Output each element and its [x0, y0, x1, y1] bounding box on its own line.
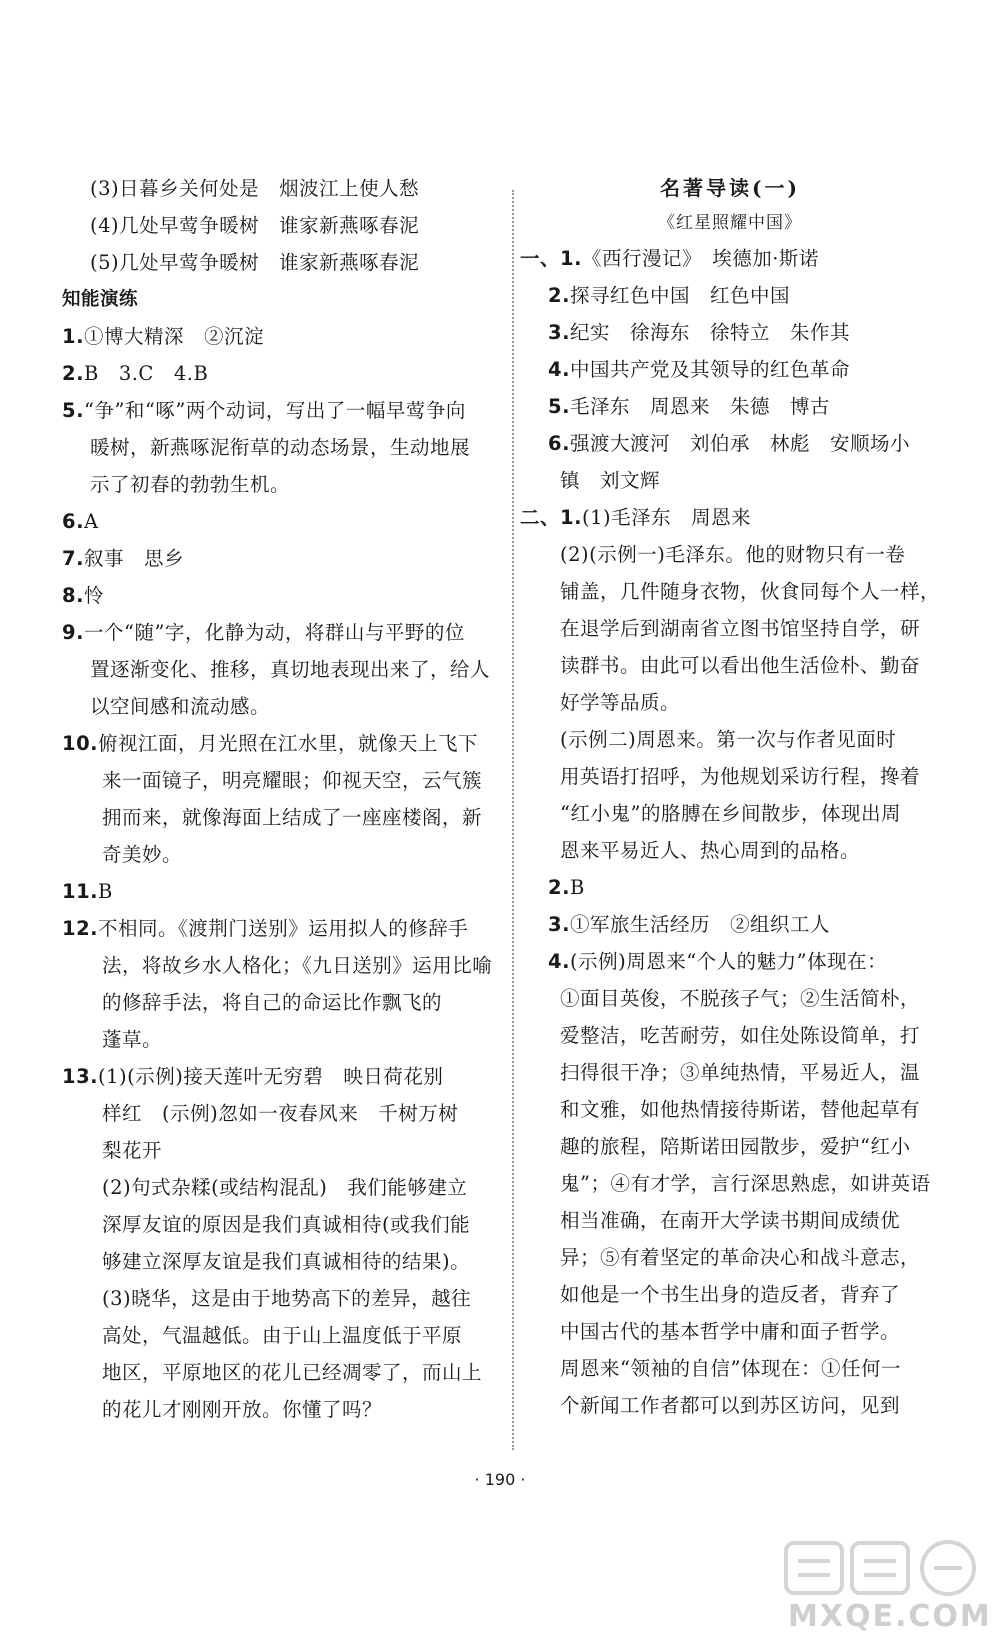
text-line: [62, 1317, 492, 1354]
line-text: 怜: [83, 584, 104, 607]
line-text: (示例二)周恩来。第一次与作者见面时: [560, 728, 897, 751]
text-line: [520, 277, 940, 314]
text-line: [62, 1021, 492, 1058]
text-line: [62, 540, 492, 577]
column-divider: [512, 190, 514, 1450]
line-text: 读群书。由此可以看出他生活俭朴、勤奋: [560, 654, 921, 677]
line-text: 高处，气温越低。由于山上温度低于平原: [102, 1324, 463, 1347]
line-text: 镇 刘文辉: [560, 469, 661, 492]
line-text: 的花儿才刚刚开放。你懂了吗？: [102, 1398, 383, 1421]
text-line: [520, 425, 940, 462]
line-text: 俯视江面，月光照在江水里，就像天上飞下: [98, 732, 479, 755]
line-text: 暖树，新燕啄泥衔草的动态场景，生动地展: [90, 436, 471, 459]
line-text: 《红星照耀中国》: [658, 213, 802, 233]
line-text: (4)几处早莺争暖树 谁家新燕啄春泥: [90, 214, 420, 237]
text-line: [520, 1054, 940, 1091]
line-text: 够建立深厚友谊是我们真诚相待的结果)。: [102, 1250, 471, 1273]
text-line: [62, 429, 492, 466]
line-text: (5)几处早莺争暖树 谁家新燕啄春泥: [90, 251, 420, 274]
text-line: [520, 647, 940, 684]
text-line: [62, 170, 492, 207]
text-line: [62, 947, 492, 984]
text-line: [62, 688, 492, 725]
text-line: [520, 943, 940, 980]
line-text: 示了初春的勃勃生机。: [90, 473, 291, 496]
text-line: [62, 1058, 492, 1095]
line-text: (2)(示例一)毛泽东。他的财物只有一卷: [560, 543, 906, 566]
item-number: 5.: [548, 395, 570, 418]
text-line: [520, 684, 940, 721]
line-text: (2)句式杂糅(或结构混乱) 我们能够建立: [102, 1176, 468, 1199]
item-number: 10.: [62, 732, 99, 755]
line-text: 铺盖，几件随身衣物，伙食同每个人一样，: [560, 580, 941, 603]
item-number: 12.: [62, 917, 99, 940]
text-line: [520, 1276, 940, 1313]
text-line: [62, 762, 492, 799]
text-line: [520, 1239, 940, 1276]
line-text: 名著导读(一): [660, 176, 800, 200]
item-number: 2.: [62, 362, 84, 385]
text-line: [62, 1095, 492, 1132]
line-text: 以空间感和流动感。: [90, 695, 271, 718]
line-text: (1)毛泽东 周恩来: [581, 506, 752, 529]
line-text: 置逐渐变化、推移，真切地表现出来了，给人: [90, 658, 491, 681]
line-text: 和文雅，如他热情接待斯诺，替他起草有: [560, 1098, 921, 1121]
text-line: [520, 795, 940, 832]
line-text: (1)(示例)接天莲叶无穷碧 映日荷花别: [98, 1065, 444, 1088]
text-line: [520, 351, 940, 388]
line-text: 地区，平原地区的花儿已经凋零了，而山上: [102, 1361, 483, 1384]
watermark: [782, 1537, 992, 1637]
line-text: 个新闻工作者都可以到苏区访问，见到: [560, 1394, 901, 1417]
line-text: 扫得很干净；③单纯热情，平易近人，温: [560, 1061, 921, 1084]
item-number: 3.: [548, 913, 570, 936]
line-text: ①博大精深 ②沉淀: [83, 325, 264, 348]
text-line: [520, 721, 940, 758]
line-text: 趣的旅程，陪斯诺田园散步，爱护“红小: [560, 1135, 911, 1158]
item-number: 2.: [548, 284, 570, 307]
line-text: 爱整洁，吃苦耐劳，如住处陈设简单，打: [560, 1024, 921, 1047]
line-text: (3)晓华，这是由于地势高下的差异，越往: [102, 1287, 472, 1310]
text-line: [520, 869, 940, 906]
line-text: 中国共产党及其领导的红色革命: [569, 358, 850, 381]
watermark-domain: MXQE.COM: [788, 1599, 992, 1634]
line-text: 周恩来“领袖的自信”体现在：①任何一: [560, 1357, 901, 1380]
text-line: [62, 614, 492, 651]
line-text: (3)日暮乡关何处是 烟波江上使人愁: [90, 177, 420, 200]
line-text: 奇美妙。: [102, 843, 183, 866]
watermark-logo-icon: [782, 1537, 982, 1599]
item-number: 1.: [62, 325, 84, 348]
line-text: 相当准确，在南开大学读书期间成绩优: [560, 1209, 901, 1232]
line-text: 鬼”；④有才学，言行深思熟虑，如讲英语: [560, 1172, 931, 1195]
text-line: [520, 314, 940, 351]
text-line: [62, 207, 492, 244]
text-line: [520, 1350, 940, 1387]
item-number: 4.: [548, 358, 570, 381]
item-number: 2.: [548, 876, 570, 899]
line-text: 一个“随”字，化静为动，将群山与平野的位: [83, 621, 465, 644]
text-line: [520, 1387, 940, 1424]
section-subtitle: [520, 206, 940, 240]
line-text: 探寻红色中国 红色中国: [569, 284, 790, 307]
line-text: 恩来平易近人、热心周到的品格。: [560, 839, 861, 862]
text-line: [520, 1017, 940, 1054]
section-heading: [62, 281, 492, 318]
text-line: [520, 462, 940, 499]
text-line: [62, 799, 492, 836]
line-text: B 3.C 4.B: [83, 362, 209, 385]
line-text: 梨花开: [102, 1139, 163, 1162]
line-text: 样红 (示例)忽如一夜春风来 千树万树: [102, 1102, 459, 1125]
item-number: 9.: [62, 621, 84, 644]
line-text: 用英语打招呼，为他规划采访行程，搀着: [560, 765, 921, 788]
text-line: [62, 1206, 492, 1243]
line-text: B: [98, 880, 113, 903]
text-line: [520, 1165, 940, 1202]
item-number: 11.: [62, 880, 99, 903]
line-text: ①面目英俊，不脱孩子气；②生活简朴，: [560, 987, 921, 1010]
line-text: A: [83, 510, 99, 533]
text-line: [62, 910, 492, 947]
line-text: 深厚友谊的原因是我们真诚相待(或我们能: [102, 1213, 471, 1236]
text-line: [62, 1280, 492, 1317]
text-line: [62, 1132, 492, 1169]
text-line: [520, 1313, 940, 1350]
line-text: 如他是一个书生出身的造反者，背弃了: [560, 1283, 901, 1306]
line-text: 法，将故乡水人格化；《九日送别》运用比喻: [102, 954, 493, 977]
text-line: [62, 355, 492, 392]
line-text: 知能演练: [62, 289, 139, 310]
line-text: 中国古代的基本哲学中庸和面子哲学。: [560, 1320, 901, 1343]
item-number: 一、1.: [520, 247, 582, 270]
text-line: [62, 577, 492, 614]
text-line: [62, 1169, 492, 1206]
text-line: [62, 725, 492, 762]
item-number: 7.: [62, 547, 84, 570]
line-text: 来一面镜子，明亮耀眼；仰视天空，云气簇: [102, 769, 483, 792]
line-text: 好学等品质。: [560, 691, 681, 714]
text-line: [62, 466, 492, 503]
text-line: [62, 392, 492, 429]
text-line: [520, 1128, 940, 1165]
text-line: [62, 318, 492, 355]
text-line: [520, 832, 940, 869]
line-text: B: [569, 876, 585, 899]
section-title: [520, 170, 940, 206]
line-text: 的修辞手法，将自己的命运比作飘飞的: [102, 991, 443, 1014]
line-text: 不相同。《渡荆门送别》运用拟人的修辞手: [98, 917, 469, 940]
line-text: 《西行漫记》 埃德加·斯诺: [581, 247, 819, 270]
line-text: 纪实 徐海东 徐特立 朱作其: [569, 321, 850, 344]
item-number: 8.: [62, 584, 84, 607]
line-text: 蓬草。: [102, 1028, 163, 1051]
right-column: [520, 170, 940, 1424]
text-line: [62, 984, 492, 1021]
item-number: 3.: [548, 321, 570, 344]
text-line: [520, 499, 940, 536]
item-number: 二、1.: [520, 506, 582, 529]
text-line: [520, 573, 940, 610]
line-text: “争”和“啄”两个动词，写出了一幅早莺争向: [83, 399, 466, 422]
line-text: “红小鬼”的胳膊在乡间散步，体现出周: [560, 802, 901, 825]
text-line: [520, 758, 940, 795]
text-line: [520, 388, 940, 425]
line-text: 叙事 思乡: [83, 547, 184, 570]
text-line: [62, 873, 492, 910]
item-number: 6.: [62, 510, 84, 533]
item-number: 13.: [62, 1065, 99, 1088]
item-number: 6.: [548, 432, 570, 455]
text-line: [520, 906, 940, 943]
text-line: [520, 1202, 940, 1239]
text-line: [520, 1091, 940, 1128]
text-line: [62, 836, 492, 873]
line-text: (示例)周恩来“个人的魅力”体现在：: [569, 950, 888, 973]
line-text: 强渡大渡河 刘伯承 林彪 安顺场小: [569, 432, 910, 455]
text-line: [62, 503, 492, 540]
text-line: [62, 1354, 492, 1391]
line-text: 在退学后到湖南省立图书馆坚持自学，研: [560, 617, 921, 640]
text-line: [62, 1243, 492, 1280]
page-number: · 190 ·: [474, 1470, 526, 1489]
text-line: [520, 240, 940, 277]
line-text: 异；⑤有着坚定的革命决心和战斗意志，: [560, 1246, 921, 1269]
line-text: ①军旅生活经历 ②组织工人: [569, 913, 830, 936]
text-line: [520, 980, 940, 1017]
line-text: 毛泽东 周恩来 朱德 博古: [569, 395, 830, 418]
text-line: [62, 244, 492, 281]
text-line: [62, 1391, 492, 1428]
text-line: [520, 536, 940, 573]
left-column: [62, 170, 492, 1428]
text-line: [62, 651, 492, 688]
text-line: [520, 610, 940, 647]
line-text: 拥而来，就像海面上结成了一座座楼阁，新: [102, 806, 483, 829]
item-number: 4.: [548, 950, 570, 973]
item-number: 5.: [62, 399, 84, 422]
